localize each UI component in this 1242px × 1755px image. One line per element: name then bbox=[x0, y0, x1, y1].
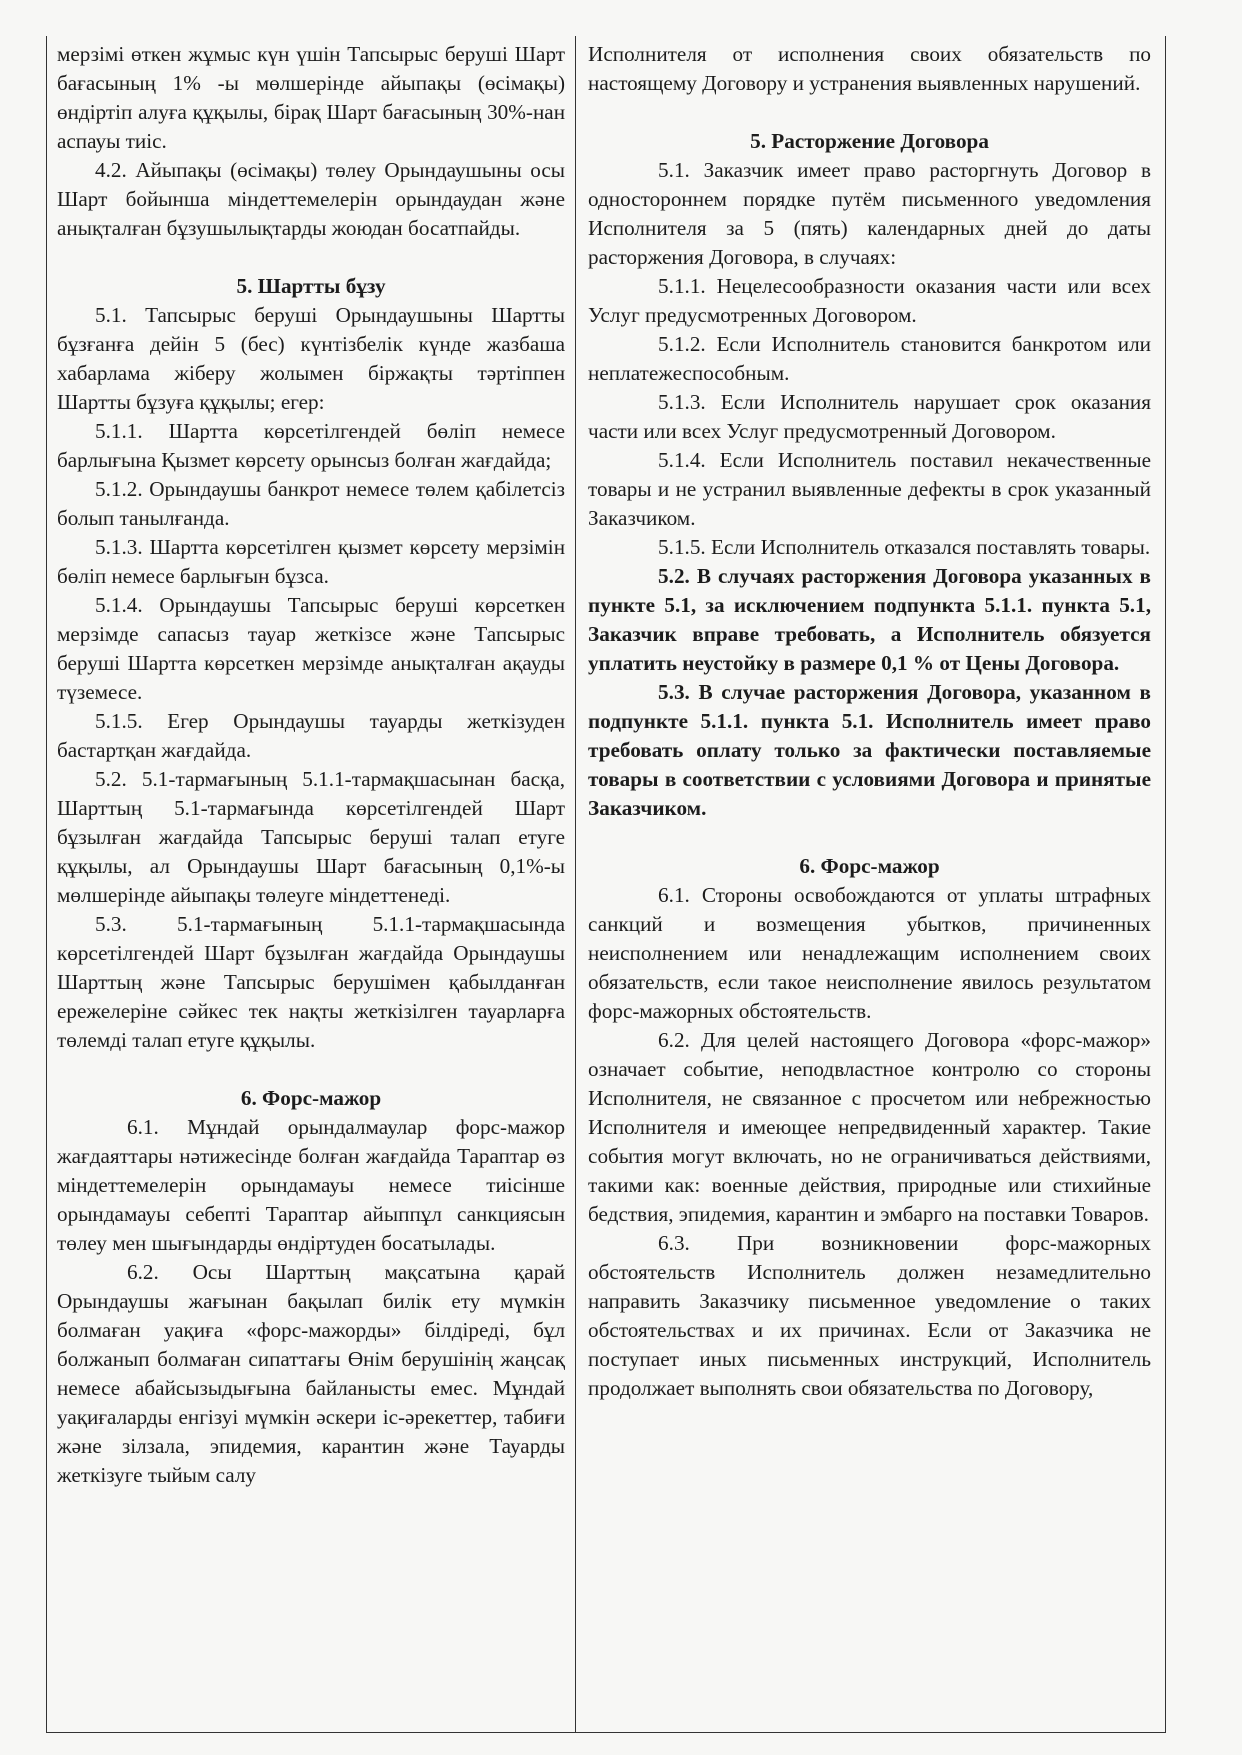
paragraph: 6.1. Мұндай орындалмаулар форс-мажор жағдаяттары нәтижесінде болған жағдайда Тараптар өз міндеттемелерін орындамауы немесе тиісінше орындамауы себепті Тараптар айыппұл санкциясын төлеу мен шығындарды өндіртуден босатылады. bbox=[57, 1115, 566, 1255]
paragraph: 5.1.3. Шартта көрсетілген қызмет көрсету мерзімін бөліп немесе барлығын бұзса. bbox=[57, 535, 566, 588]
paragraph: 5.1.1. Шартта көрсетілгендей бөліп немесе барлығына Қызмет көрсету орынсыз болған жағдайда; bbox=[57, 419, 566, 472]
paragraph: 5.1.2. Орындаушы банкрот немесе төлем қабілетсіз болып танылғанда. bbox=[57, 477, 566, 530]
paragraph: 6.1. Стороны освобождаются от уплаты штрафных санкций и возмещения убытков, причиненных неисполнением или ненадлежащим исполнением своих обязательств, если такое неисполнение явилось результатом форс-мажорных обстоятельств. bbox=[588, 883, 1151, 1023]
paragraph: 5.1.3. Если Исполнитель нарушает срок оказания части или всех Услуг предусмотренный Договором. bbox=[588, 390, 1151, 443]
section-heading-5: 5. Шартты бұзу bbox=[236, 274, 386, 298]
section-heading-6: 6. Форс-мажор bbox=[799, 854, 940, 878]
paragraph: 4.2. Айыпақы (өсімақы) төлеу Орындаушыны осы Шарт бойынша міндеттемелерін орындаудан және анықталған бұзушылықтарды жоюдан босатпайды. bbox=[57, 158, 566, 240]
paragraph: Исполнителя от исполнения своих обязательств по настоящему Договору и устранения выявленных нарушений. bbox=[588, 42, 1151, 95]
kazakh-column bbox=[47, 36, 576, 1732]
paragraph: 5.3. 5.1-тармағының 5.1.1-тармақшасында көрсетілгендей Шарт бұзылған жағдайда Орындаушы Шарттың және Тапсырыс берушімен қабылданған ережелеріне сәйкес тек нақты жеткізілген тауарларға төлемді талап етуге құқылы. bbox=[57, 912, 566, 1052]
paragraph: 5.1.4. Если Исполнитель поставил некачественные товары и не устранил выявленные дефекты в срок указанный Заказчиком. bbox=[588, 448, 1151, 530]
paragraph: 5.1.1. Нецелесообразности оказания части или всех Услуг предусмотренных Договором. bbox=[588, 274, 1151, 327]
bilingual-contract-table bbox=[46, 36, 1166, 1733]
paragraph: 5.1.5. Если Исполнитель отказался поставлять товары. bbox=[658, 535, 1151, 559]
paragraph: 5.1.4. Орындаушы Тапсырыс беруші көрсеткен мерзімде сапасыз тауар жеткізсе және Тапсырыс беруші Шартта көрсеткен мерзімде анықталған ақауды түземесе. bbox=[57, 593, 566, 704]
paragraph-bold: 5.2. В случаях расторжения Договора указанных в пункте 5.1, за исключением подпункта 5.1.1. пункта 5.1, Заказчик вправе требовать, а Исполнитель обязуется уплатить неустойку в размере 0,1 % от Цены Договора. bbox=[588, 564, 1151, 675]
paragraph: 5.1.2. Если Исполнитель становится банкротом или неплатежеспособным. bbox=[588, 332, 1151, 385]
paragraph: 6.2. Для целей настоящего Договора «форс-мажор» означает событие, неподвластное контролю со стороны Исполнителя, не связанное с просчетом или небрежностью Исполнителя и имеющее непредвиденный характер. Такие события могут включать, но не ограничиваться действиями, такими как: военные действия, природные или стихийные бедствия, эпидемия, карантин и эмбарго на поставки Товаров. bbox=[588, 1028, 1151, 1226]
paragraph: 5.1. Заказчик имеет право расторгнуть Договор в одностороннем порядке путём письменного уведомления Исполнителя за 5 (пять) календарных дней до даты расторжения Договора, в случаях: bbox=[588, 158, 1151, 269]
paragraph: мерзімі өткен жұмыс күн үшін Тапсырыс беруші Шарт бағасының 1% -ы мөлшерінде айыпақы (өсімақы) өндіртіп алуға құқылы, бірақ Шарт бағасының 30%-нан аспауы тиіс. bbox=[57, 42, 566, 153]
paragraph: 5.1. Тапсырыс беруші Орындаушыны Шартты бұзғанға дейін 5 (бес) күнтізбелік күнде жазбаша хабарлама жіберу жолымен біржақты тәртіппен Шартты бұзуға құқылы; егер: bbox=[57, 303, 566, 414]
paragraph: 6.2. Осы Шарттың мақсатына қарай Орындаушы жағынан бақылап билік ету мүмкін болмаған уақиға «форс-мажорды» білдіреді, бұл болжанып болмаған сипаттағы Өнім берушінің жаңсақ немесе абайсызыдығына байланысты емес. Мұндай уақиғаларды енгізуі мүмкін әскери іс-әрекеттер, табиғи және зілзала, эпидемия, карантин және Тауарды жеткізуге тыйым салу bbox=[57, 1260, 566, 1487]
section-heading-6: 6. Форс-мажор bbox=[240, 1086, 382, 1110]
paragraph-bold: 5.3. В случае расторжения Договора, указанном в подпункте 5.1.1. пункта 5.1. Исполнитель имеет право требовать оплату только за фактически поставляемые товары в соответствии с условиями Договора и принятые Заказчиком. bbox=[588, 680, 1151, 820]
section-heading-5: 5. Расторжение Договора bbox=[750, 129, 989, 153]
paragraph: 5.2. 5.1-тармағының 5.1.1-тармақшасынан басқа, Шарттың 5.1-тармағында көрсетілгендей Шарт бұзылған жағдайда Тапсырыс беруші талап етуге құқылы, ал Орындаушы Шарт бағасының 0,1%-ы мөлшерінде айыпақы төлеуге міндеттенеді. bbox=[57, 767, 566, 907]
paragraph: 6.3. При возникновении форс-мажорных обстоятельств Исполнитель должен незамедлительно направить Заказчику письменное уведомление о таких обстоятельствах и их причинах. Если от Заказчика не поступает иных письменных инструкций, Исполнитель продолжает выполнять свои обязательства по Договору, bbox=[588, 1231, 1151, 1400]
russian-column bbox=[576, 36, 1165, 1732]
paragraph: 5.1.5. Егер Орындаушы тауарды жеткізуден бастартқан жағдайда. bbox=[57, 709, 566, 762]
